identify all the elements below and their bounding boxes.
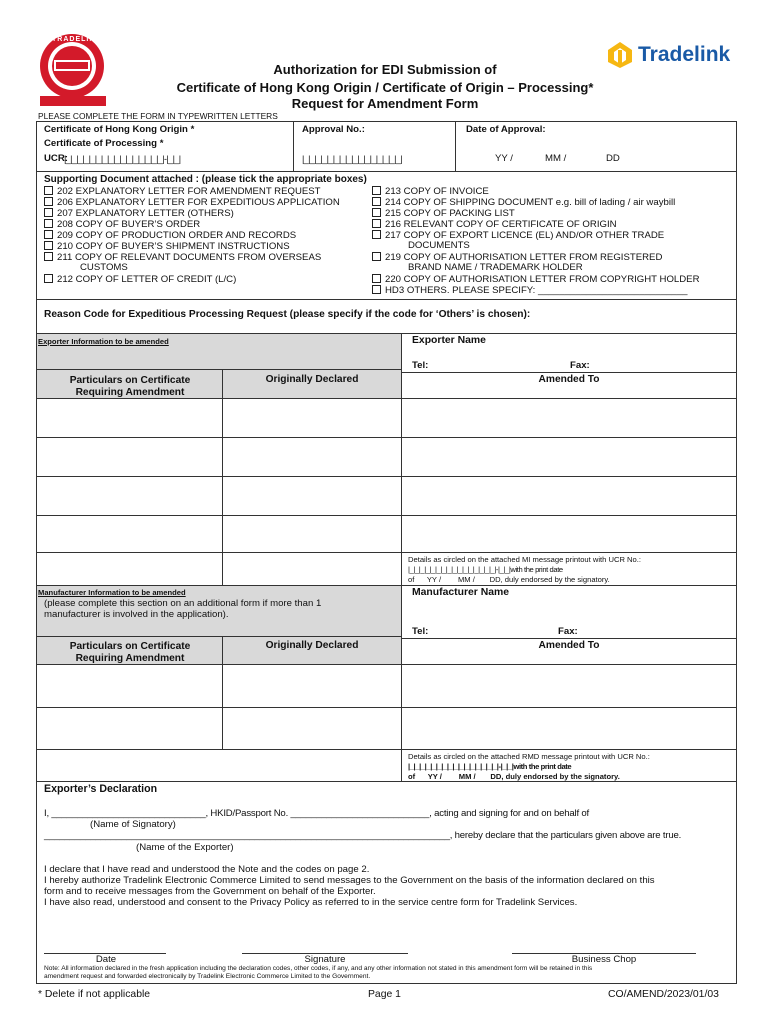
doc-210[interactable] [44, 241, 290, 253]
doc-label: 217 COPY OF EXPORT LICENCE (EL) AND/OR OTHER TRADE [385, 230, 665, 241]
doc-label: 219 COPY OF AUTHORISATION LETTER FROM REGISTERED [385, 252, 663, 263]
declaration-para-3: form and to receive messages from the Government on behalf of the Exporter. [44, 886, 376, 897]
doc-208[interactable] [44, 219, 200, 231]
exporter-mi-note-2[interactable]: |_|_|_|_|_|_|_|_|_|_|_|_|_|_|_|_|-|_|_|with the print date [408, 565, 563, 574]
ucr-field[interactable]: |_|_|_|_|_|_|_|_|_|_|_|_|_|_|_|_|-|_|_| [64, 154, 181, 164]
doc-label: 206 EXPLANATORY LETTER FOR EXPEDITIOUS APPLICATION [57, 197, 340, 208]
manufacturer-section-label: Manufacturer Information to be amended [38, 588, 186, 597]
exporter-col-amended: Amended To [538, 374, 600, 385]
cert-processing-label: Certificate of Processing * [44, 138, 164, 149]
checkbox[interactable] [372, 285, 381, 294]
retention-note-1: Note: All information declared in the fresh application including the declaration codes, other codes, if any, and any other information not stated in this amendment form will be retained in this [44, 965, 593, 972]
doc-214[interactable] [372, 197, 675, 209]
manufacturer-rmd-note-3[interactable]: of YY / MM / DD, duly endorsed by the signatory. [408, 772, 620, 781]
reason-code-label: Reason Code for Expeditious Processing Request (please specify if the code for ‘Others’ is chosen): [44, 309, 531, 320]
exporter-tel[interactable]: Tel: [412, 360, 429, 371]
exporter-fax[interactable]: Fax: [570, 360, 590, 371]
declaration-para-2: I hereby authorize Tradelink Electronic Commerce Limited to send messages to the Government on the basis of the information declared on this [44, 875, 655, 886]
exporter-mi-note-1: Details as circled on the attached MI message printout with UCR No.: [408, 555, 641, 564]
doc-211-cont: CUSTOMS [80, 262, 128, 273]
declaration-heading: Exporter’s Declaration [44, 783, 158, 795]
cert-hk-origin-label: Certificate of Hong Kong Origin * [44, 124, 195, 135]
doc-212[interactable] [44, 274, 236, 286]
doc-202[interactable] [44, 186, 321, 198]
seal-text: TRADELINK [52, 36, 102, 43]
doc-220[interactable] [372, 274, 700, 286]
doc-label: 208 COPY OF BUYER’S ORDER [57, 219, 201, 230]
checkbox[interactable] [44, 197, 53, 206]
doc-217-cont: DOCUMENTS [408, 240, 470, 251]
doc-label: HD3 OTHERS. PLEASE SPECIFY: ____________________________ [385, 285, 688, 296]
checkbox[interactable] [44, 219, 53, 228]
doc-label: 213 COPY OF INVOICE [385, 186, 489, 197]
signature-line[interactable]: Signature [304, 954, 346, 965]
declaration-line-2[interactable]: _______________________________________________________________________________, hereby declare that the particulars given above are true. [44, 830, 682, 841]
checkbox[interactable] [372, 274, 381, 283]
doc-213[interactable] [372, 186, 489, 198]
form-title-line3: Request for Amendment Form [291, 96, 479, 111]
doc-label: 210 COPY OF BUYER’S SHIPMENT INSTRUCTIONS [57, 241, 290, 252]
doc-label: 216 RELEVANT COPY OF CERTIFICATE OF ORIGIN [385, 219, 617, 230]
footer-delete-note: * Delete if not applicable [38, 989, 151, 1000]
doc-hd3-others[interactable] [372, 285, 687, 297]
checkbox[interactable] [372, 219, 381, 228]
doc-207[interactable] [44, 208, 234, 220]
declaration-para-4: I have also read, understood and consent to the Privacy Policy as referred to in the service centre form for Tradelink Services. [44, 897, 578, 908]
doc-215[interactable] [372, 208, 515, 220]
manufacturer-name-label[interactable]: Manufacturer Name [412, 587, 510, 598]
manufacturer-col-amended: Amended To [538, 640, 600, 651]
ucr-label: UCR: [44, 153, 68, 164]
doc-label: 212 COPY OF LETTER OF CREDIT (L/C) [57, 274, 237, 285]
exporter-name-caption: (Name of the Exporter) [136, 842, 234, 853]
exporter-name-label[interactable]: Exporter Name [412, 335, 486, 346]
tradelink-seal-logo [30, 30, 120, 110]
doc-label: 214 COPY OF SHIPPING DOCUMENT e.g. bill of lading / air waybill [385, 197, 676, 208]
instruction-text: PLEASE COMPLETE THE FORM IN TYPEWRITTEN LETTERS [38, 111, 278, 121]
doc-label: 207 EXPLANATORY LETTER (OTHERS) [57, 208, 234, 219]
manufacturer-col-particulars [40, 641, 220, 665]
manufacturer-tel[interactable]: Tel: [412, 626, 429, 637]
manufacturer-sub-1: (please complete this section on an additional form if more than 1 [44, 598, 322, 609]
doc-219-cont: BRAND NAME / TRADEMARK HOLDER [408, 262, 583, 273]
manufacturer-col-original: Originally Declared [265, 640, 359, 651]
checkbox[interactable] [372, 252, 381, 261]
doc-label: 215 COPY OF PACKING LIST [385, 208, 515, 219]
supporting-docs-heading: Supporting Document attached : (please tick the appropriate boxes) [44, 174, 367, 185]
col-particulars-line2: Requiring Amendment [75, 653, 185, 664]
checkbox[interactable] [372, 186, 381, 195]
checkbox[interactable] [44, 274, 53, 283]
brand-name: Tradelink [638, 43, 731, 66]
date-yy[interactable]: YY / [495, 153, 513, 164]
form-title-line2: Certificate of Hong Kong Origin / Certificate of Origin – Processing* [176, 80, 594, 95]
checkbox[interactable] [44, 186, 53, 195]
business-chop-line[interactable]: Business Chop [571, 954, 637, 965]
date-signature-line[interactable]: Date [95, 954, 117, 965]
col-particulars-line2: Requiring Amendment [75, 387, 185, 398]
col-particulars-line1: Particulars on Certificate [69, 641, 191, 652]
exporter-mi-note-3[interactable]: of YY / MM / DD, duly endorsed by the signatory. [408, 575, 610, 584]
manufacturer-sub-2: manufacturer is involved in the application). [44, 609, 229, 620]
exporter-section-label: Exporter Information to be amended [38, 337, 169, 346]
date-mm[interactable]: MM / [545, 153, 567, 164]
doc-209[interactable] [44, 230, 296, 242]
checkbox[interactable] [44, 241, 53, 250]
date-of-approval-label: Date of Approval: [466, 124, 546, 135]
approval-no-field[interactable]: |_|_|_|_|_|_|_|_|_|_|_|_|_|_|_|_| [302, 154, 403, 164]
checkbox[interactable] [44, 208, 53, 217]
approval-no-label: Approval No.: [302, 124, 365, 135]
tradelink-brand-logo [606, 40, 756, 72]
doc-206[interactable] [44, 197, 340, 209]
footer-page-number: Page 1 [368, 989, 401, 1000]
exporter-col-particulars [40, 375, 220, 399]
checkbox[interactable] [372, 208, 381, 217]
footer-form-code: CO/AMEND/2023/01/03 [608, 989, 719, 1000]
signatory-name-caption: (Name of Signatory) [90, 819, 176, 830]
form-title-line1: Authorization for EDI Submission of [273, 62, 497, 77]
exporter-col-original: Originally Declared [265, 374, 359, 385]
date-dd[interactable]: DD [606, 153, 620, 164]
checkbox[interactable] [44, 230, 53, 239]
checkbox[interactable] [44, 252, 53, 261]
doc-label: 202 EXPLANATORY LETTER FOR AMENDMENT REQUEST [57, 186, 321, 197]
doc-label: 209 COPY OF PRODUCTION ORDER AND RECORDS [57, 230, 297, 241]
doc-216[interactable] [372, 219, 617, 231]
checkbox[interactable] [372, 230, 381, 239]
declaration-para-1: I declare that I have read and understood the Note and the codes on page 2. [44, 864, 370, 875]
checkbox[interactable] [372, 197, 381, 206]
doc-label: 220 COPY OF AUTHORISATION LETTER FROM COPYRIGHT HOLDER [385, 274, 700, 285]
declaration-line-1[interactable]: I, ______________________________, HKID/Passport No. ___________________________, acting and signing for and on behalf of [44, 808, 589, 819]
col-particulars-line1: Particulars on Certificate [69, 375, 191, 386]
retention-note-2: amendment request and forwarded electronically by Tradelink Electronic Commerce Limited to the Government. [44, 973, 371, 980]
manufacturer-fax[interactable]: Fax: [558, 626, 578, 637]
doc-label: 211 COPY OF RELEVANT DOCUMENTS FROM OVERSEAS [57, 252, 322, 263]
manufacturer-rmd-note-2[interactable]: |_|_|_|_|_|_|_|_|_|_|_|_|_|_|_|_|-|_|_|with the print date [408, 762, 572, 771]
manufacturer-rmd-note-1: Details as circled on the attached RMD message printout with UCR No.: [408, 752, 650, 761]
